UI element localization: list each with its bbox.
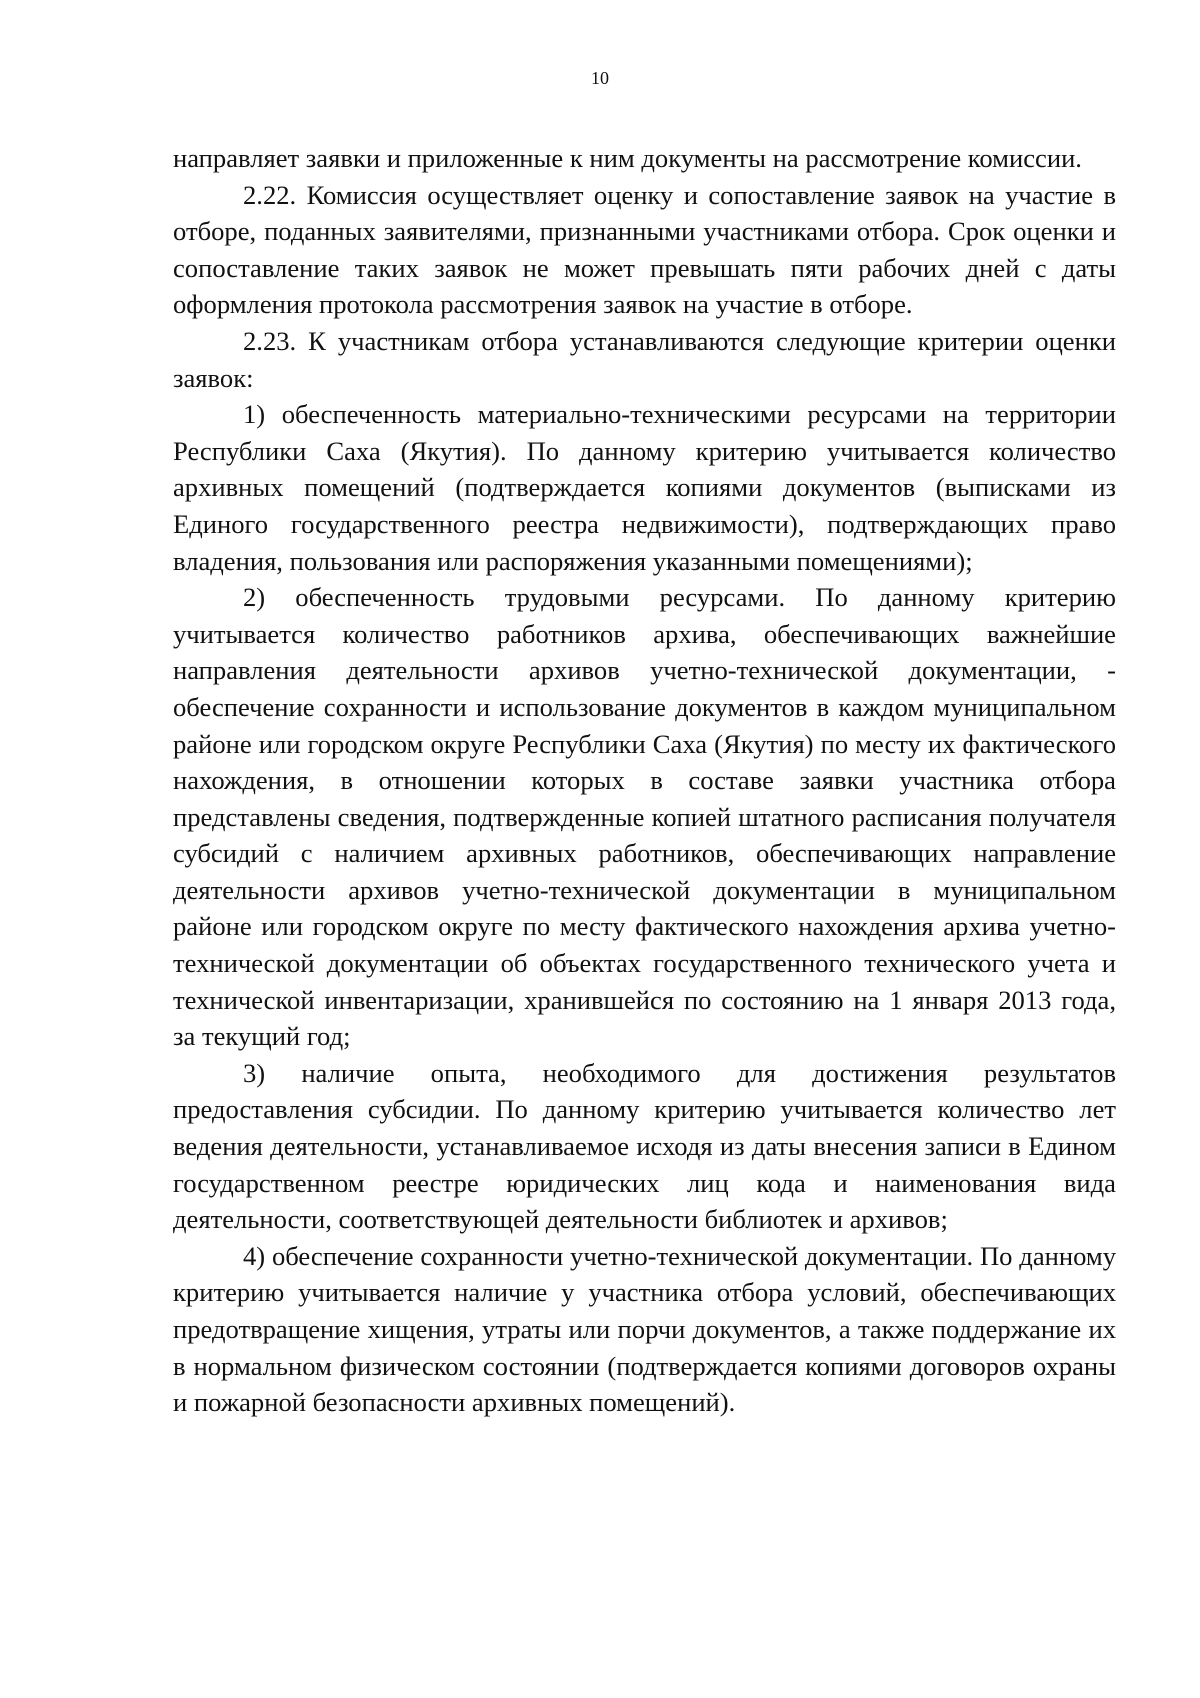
criterion-3: 3) наличие опыта, необходимого для достижения результатов предоставления субсидии. По данному критерию учитывается количество лет ведения деятельности, устанавливаемое исходя из даты внесения записи в Едином государственном реестре юридических лиц кода и наименования вида деятельности, соответствующей деятельности библиотек и архивов; (173, 1057, 1116, 1235)
paragraph-continuation: направляет заявки и приложенные к ним документы на рассмотрение комиссии. (173, 143, 1082, 173)
paragraph-2-22: 2.22. Комиссия осуществляет оценку и сопоставление заявок на участие в отборе, поданных заявителями, признанными участниками отбора. Срок оценки и сопоставление таких заявок не может превышать пяти рабочих дней с даты оформления протокола рассмотрения заявок на участие в отборе. (173, 179, 1116, 320)
criterion-1: 1) обеспеченность материально-техническими ресурсами на территории Республики Саха (Якутия). По данному критерию учитывается количество архивных помещений (подтверждается копиями документов (выписками из Единого государственного реестра недвижимости), подтверждающих право владения, пользования или распоряжения указанными помещениями); (173, 399, 1116, 576)
document-body (173, 140, 1116, 1421)
paragraph-2-23: 2.23. К участникам отбора устанавливаются следующие критерии оценки заявок: (173, 325, 1116, 393)
criterion-4: 4) обеспечение сохранности учетно-технической документации. По данному критерию учитывается наличие у участника отбора условий, обеспечивающих предотвращение хищения, утраты или порчи документов, а также поддержание их в нормальном физическом состоянии (подтверждается копиями договоров охраны и пожарной безопасности архивных помещений). (173, 1240, 1116, 1418)
criterion-2: 2) обеспеченность трудовыми ресурсами. По данному критерию учитывается количество работников архива, обеспечивающих важнейшие направления деятельности архивов учетно-технической документации, - обеспечение сохранности и использование документов в каждом муниципальном районе или городском округе Республики Саха (Якутия) по месту их фактического нахождения, в отношении которых в составе заявки участника отбора представлены сведения, подтвержденные копией штатного расписания получателя субсидий с наличием архивных работников, обеспечивающих направление деятельности архивов учетно-технической документации в муниципальном районе или городском округе по месту фактического нахождения архива учетно-технической документации об объектах государственного технического учета и технической инвентаризации, хранившейся по состоянию на 1 января 2013 года, за текущий год; (173, 582, 1116, 1052)
page-number: 10 (591, 68, 609, 88)
